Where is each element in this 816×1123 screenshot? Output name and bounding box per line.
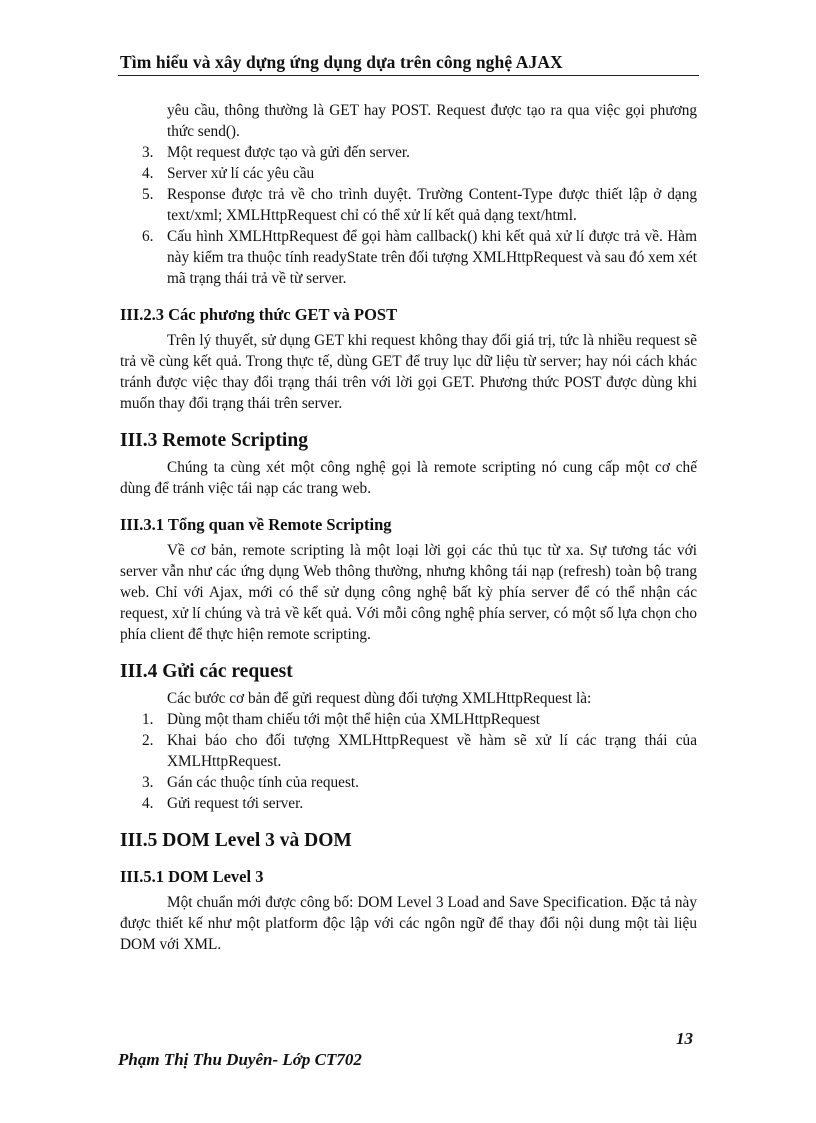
list-text: Một request được tạo và gửi đến server. <box>167 144 411 161</box>
list-text: Gửi request tới server. <box>167 795 304 812</box>
list-number: 1. <box>142 711 154 728</box>
section-heading-remote-scripting: III.3 Remote Scripting <box>120 430 308 451</box>
page-number: 13 <box>676 1029 693 1048</box>
list-item <box>120 772 697 793</box>
list-text: Khai báo cho đối tượng XMLHttpRequest về hàm sẽ xử lí các trạng thái của XMLHttpRequest. <box>167 732 697 770</box>
list-text: Dùng một tham chiếu tới một thể hiện của XMLHttpRequest <box>167 711 541 728</box>
list-text: Server xử lí các yêu cầu <box>167 165 315 182</box>
paragraph-dom-level-3: Một chuẩn mới được công bố: DOM Level 3 Load and Save Specification. Đặc tả này được thiết kế như một platform độc lập với các ngôn ngữ để thay đổi nội dung một tài liệu DOM với XML. <box>120 894 697 953</box>
list-number: 2. <box>142 732 154 749</box>
page-content <box>120 100 697 955</box>
list-item <box>120 226 697 289</box>
list-text: Cấu hình XMLHttpRequest để gọi hàm callback() khi kết quả xử lí được trả về. Hàm này kiểm tra thuộc tính readyState trên đối tượng XMLHttpRequest và sau đó xem xét mã trạng thái trả về từ server. <box>167 228 697 287</box>
list-item <box>120 163 697 184</box>
list-item <box>120 709 697 730</box>
list-number: 5. <box>142 186 154 203</box>
section-heading-send-requests: III.4 Gửi các request <box>120 661 293 682</box>
list-number: 6. <box>142 228 154 245</box>
steps-list <box>120 142 697 289</box>
paragraph-remote-overview: Về cơ bản, remote scripting là một loại lời gọi các thủ tục từ xa. Sự tương tác với server vẫn như các ứng dụng Web thông thường, nhưng không tái nạp (refresh) toàn bộ trang web. Chỉ với Ajax, mới có thể sử dụng công nghệ bất kỳ phía server để có thể nhận các request, xử lí chúng và trả về kết quả. Với mỗi công nghệ phía server, có một số lựa chọn cho phía client để thực hiện remote scripting. <box>120 542 697 643</box>
send-steps-list <box>120 709 697 814</box>
footer-author: Phạm Thị Thu Duyên- Lớp CT702 <box>118 1050 362 1069</box>
list-number: 4. <box>142 165 154 182</box>
paragraph-get-post: Trên lý thuyết, sử dụng GET khi request không thay đổi giá trị, tức là nhiều request sẽ trả về cùng kết quả. Trong thực tế, dùng GET để truy lục dữ liệu từ server; hay nói cách khác tránh được việc thay đổi trạng thái trên với lời gọi GET. Phương thức POST được dùng khi muốn thay đổi trạng thái trên server. <box>120 332 697 412</box>
list-number: 4. <box>142 795 154 812</box>
section-heading-get-post: III.2.3 Các phương thức GET và POST <box>120 305 398 324</box>
list-text: Response được trả về cho trình duyệt. Trường Content-Type được thiết lập ở dạng text/xml; XMLHttpRequest chỉ có thể xử lí kết quả dạng text/html. <box>167 186 697 224</box>
header-rule <box>118 75 699 76</box>
list-item <box>120 793 697 814</box>
paragraph-remote-scripting: Chúng ta cùng xét một công nghệ gọi là remote scripting nó cung cấp một cơ chế dùng để tránh việc tái nạp các trang web. <box>120 459 697 497</box>
section-heading-remote-overview: III.3.1 Tổng quan về Remote Scripting <box>120 515 392 534</box>
list-item <box>120 142 697 163</box>
list-item <box>120 730 697 772</box>
running-header-title: Tìm hiểu và xây dựng ứng dụng dựa trên công nghệ AJAX <box>120 52 563 72</box>
section-heading-dom-level-3: III.5.1 DOM Level 3 <box>120 867 264 886</box>
section-heading-dom: III.5 DOM Level 3 và DOM <box>120 830 352 851</box>
list-number: 3. <box>142 774 154 791</box>
continued-paragraph: yêu cầu, thông thường là GET hay POST. Request được tạo ra qua việc gọi phương thức send(). <box>167 102 697 140</box>
list-item <box>120 184 697 226</box>
paragraph-send-intro: Các bước cơ bản để gửi request dùng đối tượng XMLHttpRequest là: <box>167 690 592 707</box>
list-text: Gán các thuộc tính của request. <box>167 774 359 791</box>
list-number: 3. <box>142 144 154 161</box>
